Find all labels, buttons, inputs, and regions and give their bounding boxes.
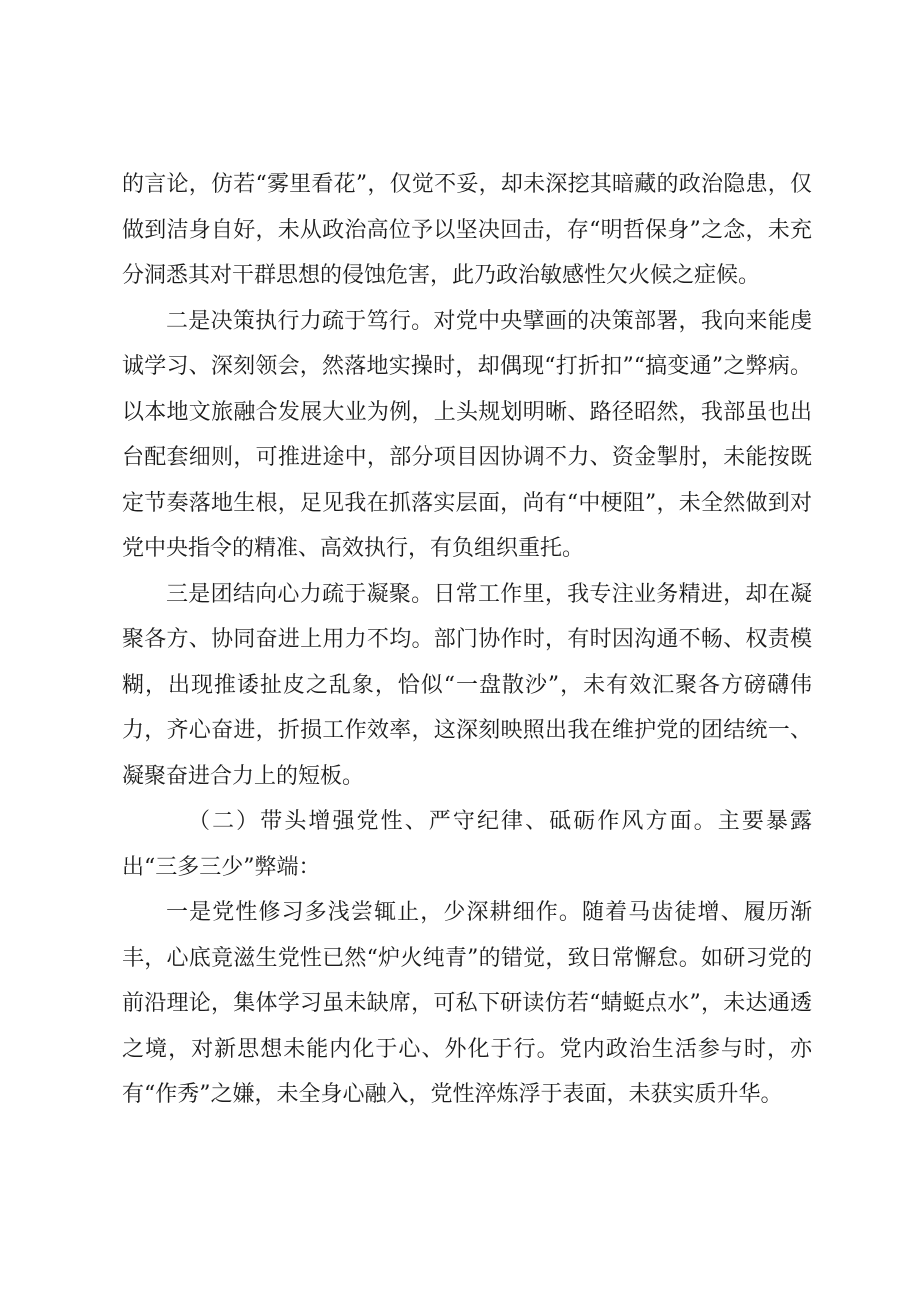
section-heading-party-spirit: （二）带头增强党性、严守纪律、砥砺作风方面。主要暴露出“三多三少”弊端： xyxy=(122,809,812,880)
paragraph-party-cultivation: 一是党性修习多浅尝辄止，少深耕细作。随着马齿徒增、履历渐丰，心底竟滋生党性已然“炉火纯青”的错觉，致日常懈怠。如研习党的前沿理论，集体学习虽未缺席，可私下研读仿若“蜻蜓点水”，未达通透之境，对新思想未能内化于心、外化于行。党内政治生活参与时，亦有“作秀”之嫌，未全身心融入，党性淬炼浮于表面，未获实质升华。 xyxy=(122,900,812,1107)
document-body xyxy=(122,162,812,1118)
paragraph-political-sensitivity-continued: 的言论，仿若“雾里看花”，仅觉不妥，却未深挖其暗藏的政治隐患，仅做到洁身自好，未从政治高位予以坚决回击，存“明哲保身”之念，未充分洞悉其对干群思想的侵蚀危害，此乃政治敏感性欠火候之症候。 xyxy=(122,172,812,288)
paragraph-decision-execution: 二是决策执行力疏于笃行。对党中央擘画的决策部署，我向来能虔诚学习、深刻领会，然落地实操时，却偶现“打折扣”“搞变通”之弊病。以本地文旅融合发展大业为例，上头规划明晰、路径昭然，我部虽也出台配套细则，可推进途中，部分项目因协调不力、资金掣肘，未能按既定节奏落地生根，足见我在抓落实层面，尚有“中梗阻”，未全然做到对党中央指令的精准、高效执行，有负组织重托。 xyxy=(122,308,812,561)
paragraph-unity-cohesion: 三是团结向心力疏于凝聚。日常工作里，我专注业务精进，却在凝聚各方、协同奋进上用力不均。部门协作时，有时因沟通不畅、权责模糊，出现推诿扯皮之乱象，恰似“一盘散沙”，未有效汇聚各方磅礴伟力，齐心奋进，折损工作效率，这深刻映照出我在维护党的团结统一、凝聚奋进合力上的短板。 xyxy=(122,581,812,789)
